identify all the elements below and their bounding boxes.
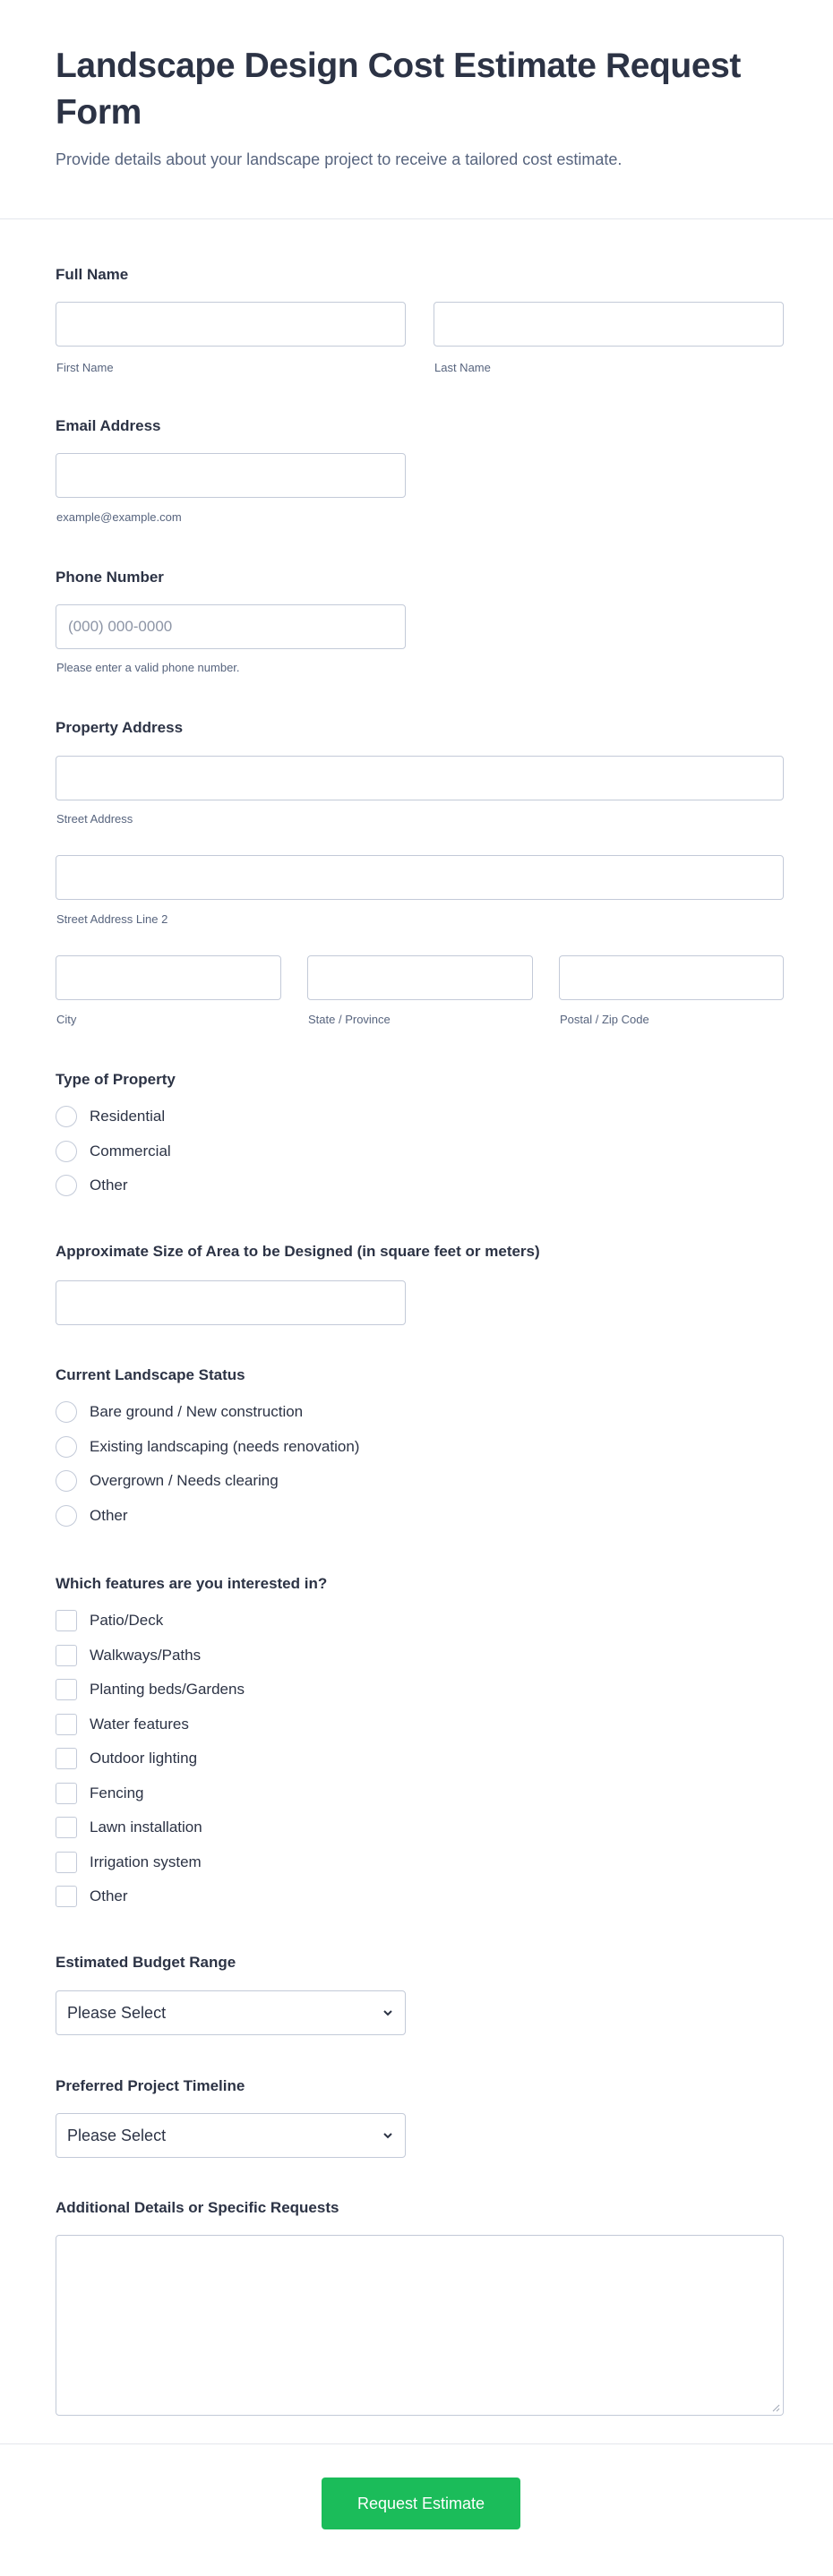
feature-checkbox-item[interactable] — [56, 1678, 245, 1701]
feature-checkbox-item[interactable] — [56, 1885, 128, 1908]
zip-input[interactable] — [559, 955, 784, 1000]
budget-label: Estimated Budget Range — [56, 1954, 236, 1971]
timeline-select[interactable] — [56, 2113, 406, 2158]
first-name-sublabel: First Name — [56, 361, 114, 374]
radio-bare-ground[interactable] — [56, 1400, 303, 1424]
option-label: Fencing — [90, 1784, 144, 1801]
phone-label: Phone Number — [56, 569, 164, 586]
option-label: Bare ground / New construction — [90, 1403, 304, 1420]
option-label: Existing landscaping (needs renovation) — [90, 1438, 360, 1455]
first-name-input[interactable] — [56, 302, 406, 347]
street-address-sublabel: Street Address — [56, 812, 133, 826]
radio-other[interactable] — [56, 1174, 128, 1197]
option-label: Other — [90, 1507, 128, 1524]
resize-handle-icon[interactable] — [771, 2403, 780, 2412]
radio-circle[interactable] — [56, 1141, 77, 1162]
zip-sublabel: Postal / Zip Code — [560, 1013, 649, 1026]
radio-status-other[interactable] — [56, 1504, 128, 1528]
option-label: Commercial — [90, 1143, 171, 1160]
feature-checkbox-item[interactable] — [56, 1851, 202, 1874]
option-label: Residential — [90, 1108, 166, 1125]
timeline-label: Preferred Project Timeline — [56, 2077, 245, 2094]
feature-checkbox-item[interactable] — [56, 1782, 143, 1805]
checkbox[interactable] — [56, 1748, 77, 1769]
street-address-line2-sublabel: Street Address Line 2 — [56, 912, 168, 926]
email-sublabel: example@example.com — [56, 510, 182, 524]
checkbox[interactable] — [56, 1714, 77, 1735]
option-label: Other — [90, 1177, 128, 1194]
features-label: Which features are you interested in? — [56, 1575, 328, 1592]
last-name-input[interactable] — [434, 302, 784, 347]
full-name-label: Full Name — [56, 266, 129, 283]
phone-input[interactable] — [56, 604, 406, 649]
email-label: Email Address — [56, 417, 161, 434]
area-size-label: Approximate Size of Area to be Designed (in square feet or meters) — [56, 1243, 540, 1260]
email-input[interactable] — [56, 453, 406, 498]
option-label: Lawn installation — [90, 1819, 202, 1836]
city-input[interactable] — [56, 955, 281, 1000]
checkbox[interactable] — [56, 1645, 77, 1666]
page-title: Landscape Design Cost Estimate Request Form — [56, 47, 742, 132]
area-size-input[interactable] — [56, 1280, 406, 1325]
option-label: Planting beds/Gardens — [90, 1681, 245, 1698]
budget-select[interactable] — [56, 1990, 406, 2035]
feature-checkbox-item[interactable] — [56, 1644, 201, 1667]
radio-existing[interactable] — [56, 1435, 359, 1459]
option-label: Other — [90, 1887, 128, 1904]
option-label: Walkways/Paths — [90, 1646, 202, 1664]
city-sublabel: City — [56, 1013, 77, 1026]
state-input[interactable] — [307, 955, 533, 1000]
feature-checkbox-item[interactable] — [56, 1747, 197, 1770]
header-divider — [0, 218, 833, 219]
request-estimate-button[interactable]: Request Estimate — [322, 2478, 520, 2529]
details-textarea[interactable] — [56, 2235, 784, 2416]
radio-circle[interactable] — [56, 1106, 77, 1127]
footer-divider — [0, 2443, 833, 2444]
radio-circle[interactable] — [56, 1505, 77, 1527]
radio-circle[interactable] — [56, 1401, 77, 1423]
page-subtitle: Provide details about your landscape project to receive a tailored cost estimate. — [56, 150, 623, 168]
radio-residential[interactable] — [56, 1105, 165, 1128]
radio-commercial[interactable] — [56, 1140, 171, 1163]
property-type-label: Type of Property — [56, 1071, 176, 1088]
option-label: Water features — [90, 1715, 189, 1733]
landscape-status-label: Current Landscape Status — [56, 1366, 245, 1383]
address-label: Property Address — [56, 719, 184, 736]
feature-checkbox-item[interactable] — [56, 1609, 163, 1632]
option-label: Outdoor lighting — [90, 1750, 198, 1767]
radio-circle[interactable] — [56, 1436, 77, 1458]
feature-checkbox-item[interactable] — [56, 1713, 189, 1736]
checkbox[interactable] — [56, 1817, 77, 1838]
chevron-down-icon — [382, 2131, 394, 2140]
checkbox[interactable] — [56, 1783, 77, 1804]
phone-sublabel: Please enter a valid phone number. — [56, 661, 240, 674]
option-label: Irrigation system — [90, 1853, 202, 1870]
budget-value: Please Select — [67, 2003, 167, 2022]
option-label: Overgrown / Needs clearing — [90, 1472, 279, 1489]
feature-checkbox-item[interactable] — [56, 1816, 202, 1839]
checkbox[interactable] — [56, 1610, 77, 1631]
last-name-sublabel: Last Name — [434, 361, 491, 374]
checkbox[interactable] — [56, 1679, 77, 1700]
radio-circle[interactable] — [56, 1470, 77, 1492]
radio-circle[interactable] — [56, 1175, 77, 1196]
street-address-input[interactable] — [56, 756, 784, 800]
radio-overgrown[interactable] — [56, 1469, 279, 1493]
timeline-value: Please Select — [67, 2126, 167, 2144]
checkbox[interactable] — [56, 1852, 77, 1873]
details-label: Additional Details or Specific Requests — [56, 2199, 339, 2216]
option-label: Patio/Deck — [90, 1612, 164, 1629]
street-address-line2-input[interactable] — [56, 855, 784, 900]
state-sublabel: State / Province — [308, 1013, 391, 1026]
checkbox[interactable] — [56, 1886, 77, 1907]
chevron-down-icon — [382, 2008, 394, 2017]
phone-placeholder: (000) 000-0000 — [68, 618, 173, 635]
